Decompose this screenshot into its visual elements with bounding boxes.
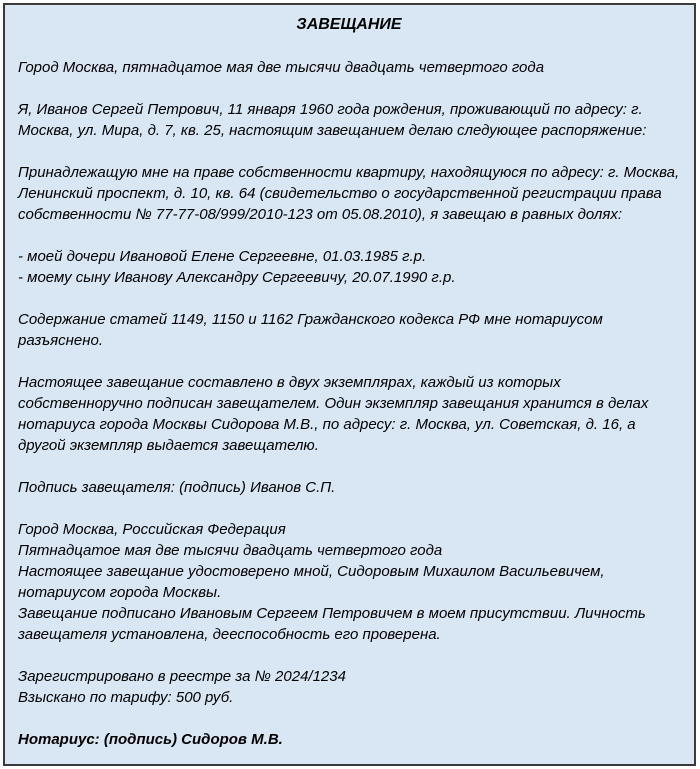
will-document — [3, 3, 696, 766]
heir-daughter-line: - моей дочери Ивановой Елене Сергеевне, 01.03.1985 г.р. — [18, 248, 427, 265]
heir-son-line: - моему сыну Иванову Александру Сергеевичу, 20.07.1990 г.р. — [18, 269, 456, 286]
certification-place-line: Город Москва, Российская Федерация — [18, 521, 286, 538]
registry-number-line: Зарегистрировано в реестре за № 2024/1234 — [18, 668, 346, 685]
notary-certification-block — [18, 519, 680, 645]
certification-notary-line: Настоящее завещание удостоверено мной, Сидоровым Михаилом Васильевичем, нотариусом города Москвы. — [18, 563, 605, 601]
property-bequest: Принадлежащую мне на праве собственности квартиру, находящуюся по адресу: г. Москва, Ленинский проспект, д. 10, кв. 64 (свидетельство о государственной регистрации права собственности № 77-77-08/999/2010-123 от 05.08.2010), я завещаю в равных долях: — [18, 164, 680, 223]
copies-clause: Настоящее завещание составлено в двух экземплярах, каждый из которых собственноручно подписан завещателем. Один экземпляр завещания хранится в делах нотариуса города Москвы Сидорова М.В., по адресу: г. Москва, ул. Советская, д. 16, а другой экземпляр выдается завещателю. — [18, 374, 649, 454]
notary-signature-line: Нотариус: (подпись) Сидоров М.В. — [18, 731, 283, 748]
tariff-line: Взыскано по тарифу: 500 руб. — [18, 689, 234, 706]
certification-identity-line: Завещание подписано Ивановым Сергеем Петровичем в моем присутствии. Личность завещателя установлена, дееспособность его проверена. — [18, 605, 646, 643]
certification-date-line: Пятнадцатое мая две тысячи двадцать четвертого года — [18, 542, 443, 559]
civil-code-clause: Содержание статей 1149, 1150 и 1162 Гражданского кодекса РФ мне нотариусом разъяснено. — [18, 311, 603, 349]
registry-block — [18, 666, 680, 708]
heirs-list — [18, 246, 680, 288]
testator-declaration: Я, Иванов Сергей Петрович, 11 января 1960 года рождения, проживающий по адресу: г. Москва, ул. Мира, д. 7, кв. 25, настоящим завещанием делаю следующее распоряжение: — [18, 101, 647, 139]
testator-signature-line: Подпись завещателя: (подпись) Иванов С.П. — [18, 479, 336, 496]
will-title: ЗАВЕЩАНИЕ — [296, 16, 402, 33]
place-date-line: Город Москва, пятнадцатое мая две тысячи двадцать четвертого года — [18, 59, 545, 76]
